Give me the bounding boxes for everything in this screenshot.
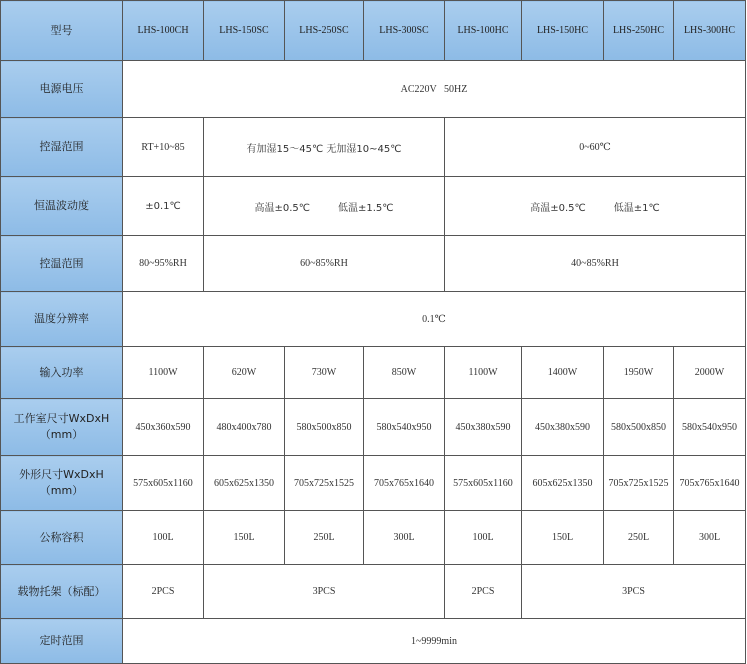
studio-size-value: 580x540x950: [364, 399, 445, 456]
input-power-value: 1100W: [445, 347, 522, 399]
input-power-value: 850W: [364, 347, 445, 399]
studio-size-value: 480x400x780: [204, 399, 285, 456]
row-label-input-power: 输入功率: [1, 347, 123, 399]
row-label-unit: （mm）: [39, 484, 84, 497]
row-label-timer: 定时范围: [1, 619, 123, 664]
row-label-temp-resolution: 温度分辨率: [1, 292, 123, 347]
table-row: [1, 565, 746, 619]
outer-size-value: 705x725x1525: [285, 456, 364, 511]
temp-fluctuation-cell: [445, 177, 746, 236]
table-row: [1, 292, 746, 347]
studio-size-value: 580x500x850: [604, 399, 674, 456]
row-label-line: 外形尺寸WxDxH: [19, 468, 104, 481]
row-label-volume: 公称容积: [1, 511, 123, 565]
input-power-value: 620W: [204, 347, 285, 399]
temp-fluctuation-high: 高温±0.5℃: [530, 202, 586, 214]
shelves-value: 2PCS: [445, 565, 522, 619]
table-row: [1, 236, 746, 292]
row-label-unit: （mm）: [39, 428, 84, 441]
temp-range-value: 40~85%RH: [445, 236, 746, 292]
studio-size-value: 580x540x950: [674, 399, 746, 456]
table-row: [1, 511, 746, 565]
table-row: [1, 619, 746, 664]
shelves-value: 3PCS: [522, 565, 746, 619]
input-power-value: 2000W: [674, 347, 746, 399]
table-row: [1, 118, 746, 177]
humidity-range-value: 有加湿15～45℃ 无加湿10~45℃: [204, 118, 445, 177]
outer-size-value: 575x605x1160: [123, 456, 204, 511]
shelves-value: 2PCS: [123, 565, 204, 619]
volume-value: 150L: [522, 511, 604, 565]
row-label-shelves: 载物托架（标配）: [1, 565, 123, 619]
outer-size-value: 605x625x1350: [522, 456, 604, 511]
outer-size-value: 705x765x1640: [674, 456, 746, 511]
model-header: LHS-150HC: [522, 1, 604, 61]
input-power-value: 730W: [285, 347, 364, 399]
table-row: [1, 347, 746, 399]
row-label-humidity-range: 控湿范围: [1, 118, 123, 177]
table-row: [1, 61, 746, 118]
outer-size-value: 575x605x1160: [445, 456, 522, 511]
table-row: [1, 399, 746, 456]
temp-fluctuation-low: 低温±1.5℃: [338, 202, 394, 214]
volume-value: 150L: [204, 511, 285, 565]
humidity-range-value: 0~60℃: [445, 118, 746, 177]
outer-size-value: 705x765x1640: [364, 456, 445, 511]
studio-size-value: 450x380x590: [522, 399, 604, 456]
input-power-value: 1100W: [123, 347, 204, 399]
volume-value: 250L: [604, 511, 674, 565]
model-header: LHS-300SC: [364, 1, 445, 61]
volume-value: 300L: [364, 511, 445, 565]
table-row: [1, 177, 746, 236]
row-label-temp-fluctuation: 恒温波动度: [1, 177, 123, 236]
temp-range-value: 60~85%RH: [204, 236, 445, 292]
row-label-power-supply: 电源电压: [1, 61, 123, 118]
temp-fluctuation-low: 低温±1℃: [613, 202, 660, 214]
outer-size-value: 705x725x1525: [604, 456, 674, 511]
temp-resolution-value: 0.1℃: [123, 292, 746, 347]
model-header: LHS-250SC: [285, 1, 364, 61]
power-supply-value: AC220V 50HZ: [123, 61, 746, 118]
row-label-temp-range: 控温范围: [1, 236, 123, 292]
temp-fluctuation-cell: [204, 177, 445, 236]
model-header: LHS-250HC: [604, 1, 674, 61]
model-header: LHS-100CH: [123, 1, 204, 61]
humidity-range-value: RT+10~85: [123, 118, 204, 177]
row-label-line: 工作室尺寸WxDxH: [13, 412, 110, 425]
volume-value: 300L: [674, 511, 746, 565]
row-label-outer-size: [1, 456, 123, 511]
studio-size-value: 450x360x590: [123, 399, 204, 456]
studio-size-value: 580x500x850: [285, 399, 364, 456]
temp-fluctuation-value: ±0.1℃: [123, 177, 204, 236]
outer-size-value: 605x625x1350: [204, 456, 285, 511]
timer-value: 1~9999min: [123, 619, 746, 664]
model-header: LHS-300HC: [674, 1, 746, 61]
input-power-value: 1950W: [604, 347, 674, 399]
model-header: LHS-100HC: [445, 1, 522, 61]
temp-range-value: 80~95%RH: [123, 236, 204, 292]
corner-header: 型号: [1, 1, 123, 61]
header-row: [1, 1, 746, 61]
input-power-value: 1400W: [522, 347, 604, 399]
shelves-value: 3PCS: [204, 565, 445, 619]
temp-fluctuation-high: 高温±0.5℃: [254, 202, 310, 214]
studio-size-value: 450x380x590: [445, 399, 522, 456]
volume-value: 100L: [445, 511, 522, 565]
volume-value: 250L: [285, 511, 364, 565]
table-row: [1, 456, 746, 511]
volume-value: 100L: [123, 511, 204, 565]
row-label-studio-size: [1, 399, 123, 456]
model-header: LHS-150SC: [204, 1, 285, 61]
